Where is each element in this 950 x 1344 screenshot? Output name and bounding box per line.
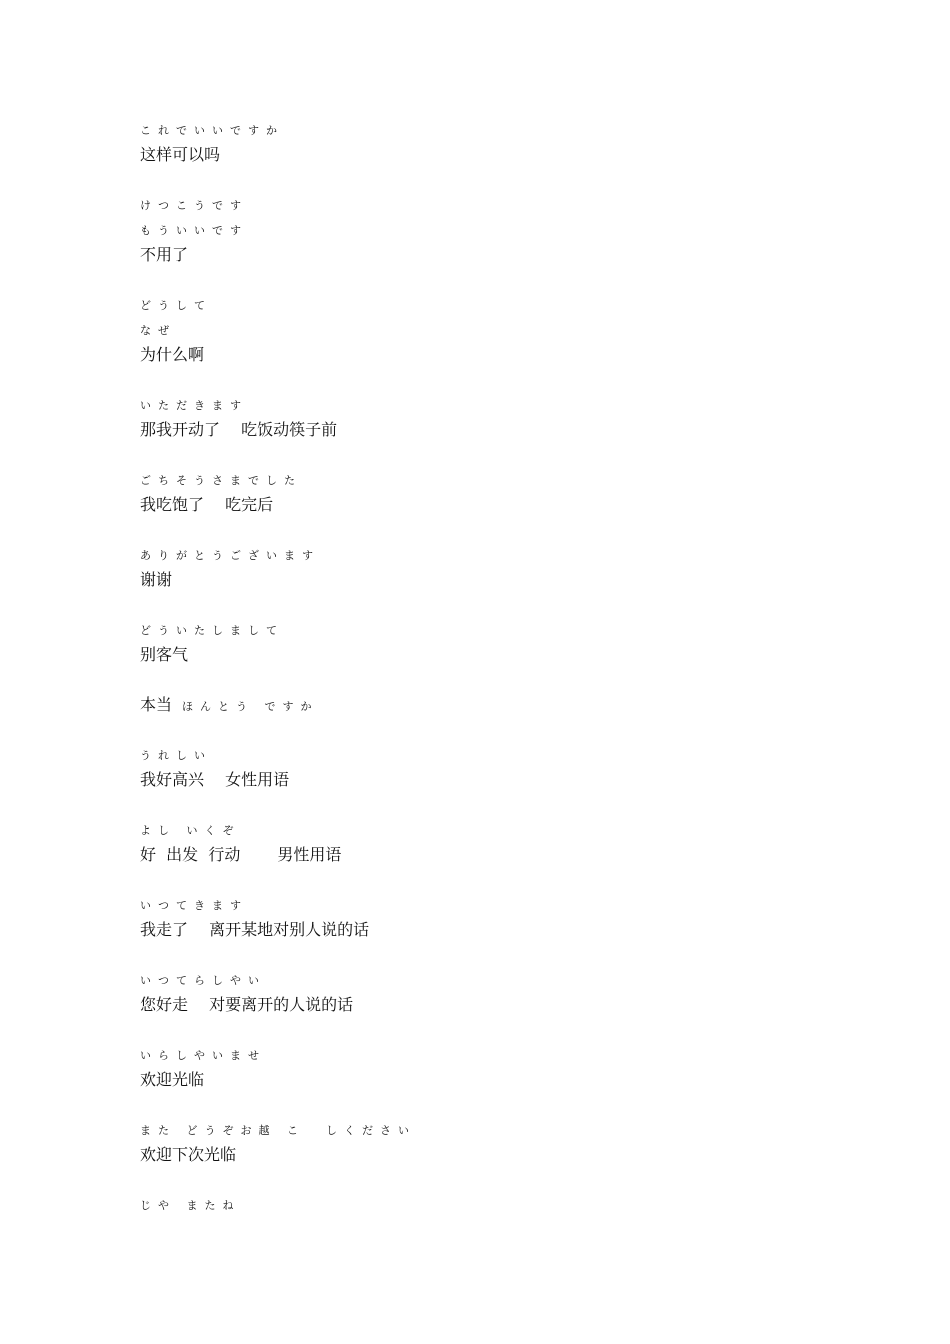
kana-line: よし いくぞ bbox=[140, 824, 241, 837]
kana-line: いつてらしやい bbox=[140, 974, 266, 987]
inline-phrase-line bbox=[140, 693, 840, 717]
phrase-entry bbox=[140, 193, 840, 267]
phrase-entry bbox=[140, 1193, 840, 1218]
kana-line: どうして bbox=[140, 299, 212, 312]
chinese-line: 为什么啊 bbox=[140, 345, 205, 364]
kana-inline: ほんとう ですか bbox=[182, 700, 319, 713]
kana-line: いつてきます bbox=[140, 899, 248, 912]
chinese-line: 我吃饱了 吃完后 bbox=[140, 495, 274, 514]
phrase-entry bbox=[140, 293, 840, 367]
phrase-entry bbox=[140, 893, 840, 942]
chinese-line: 不用了 bbox=[140, 245, 189, 264]
kana-line: どういたしまして bbox=[140, 624, 284, 637]
phrase-entry bbox=[140, 968, 840, 1017]
chinese-line: 您好走 对要离开的人说的话 bbox=[140, 995, 354, 1014]
kana-line: うれしい bbox=[140, 749, 212, 762]
phrase-list bbox=[140, 118, 840, 1244]
chinese-line: 我走了 离开某地对别人说的话 bbox=[140, 920, 370, 939]
phrase-entry bbox=[140, 1043, 840, 1092]
kana-line: これでいいですか bbox=[140, 124, 284, 137]
chinese-line: 那我开动了 吃饭动筷子前 bbox=[140, 420, 338, 439]
kana-line: けつこうです bbox=[140, 199, 248, 212]
chinese-line: 别客气 bbox=[140, 645, 189, 664]
chinese-line: 好 出发 行动 男性用语 bbox=[140, 845, 342, 864]
chinese-inline: 本当 bbox=[140, 695, 173, 714]
chinese-line: 我好高兴 女性用语 bbox=[140, 770, 290, 789]
kana-line: また どうぞお越 こ しください bbox=[140, 1124, 416, 1137]
chinese-line: 这样可以吗 bbox=[140, 145, 221, 164]
kana-line: じや またね bbox=[140, 1199, 241, 1212]
kana-line: ありがとうございます bbox=[140, 549, 320, 562]
phrase-entry bbox=[140, 1118, 840, 1167]
phrase-entry bbox=[140, 693, 840, 717]
kana-line: もういいです bbox=[140, 224, 248, 237]
phrase-entry bbox=[140, 818, 840, 867]
phrase-entry bbox=[140, 618, 840, 667]
chinese-line: 欢迎下次光临 bbox=[140, 1145, 237, 1164]
kana-line: ごちそうさまでした bbox=[140, 474, 302, 487]
phrase-entry bbox=[140, 543, 840, 592]
chinese-line: 谢谢 bbox=[140, 570, 173, 589]
kana-line: なぜ bbox=[140, 324, 176, 337]
phrase-entry bbox=[140, 118, 840, 167]
phrase-entry bbox=[140, 743, 840, 792]
kana-line: いただきます bbox=[140, 399, 248, 412]
kana-line: いらしやいませ bbox=[140, 1049, 266, 1062]
phrase-entry bbox=[140, 393, 840, 442]
phrase-entry bbox=[140, 468, 840, 517]
chinese-line: 欢迎光临 bbox=[140, 1070, 205, 1089]
